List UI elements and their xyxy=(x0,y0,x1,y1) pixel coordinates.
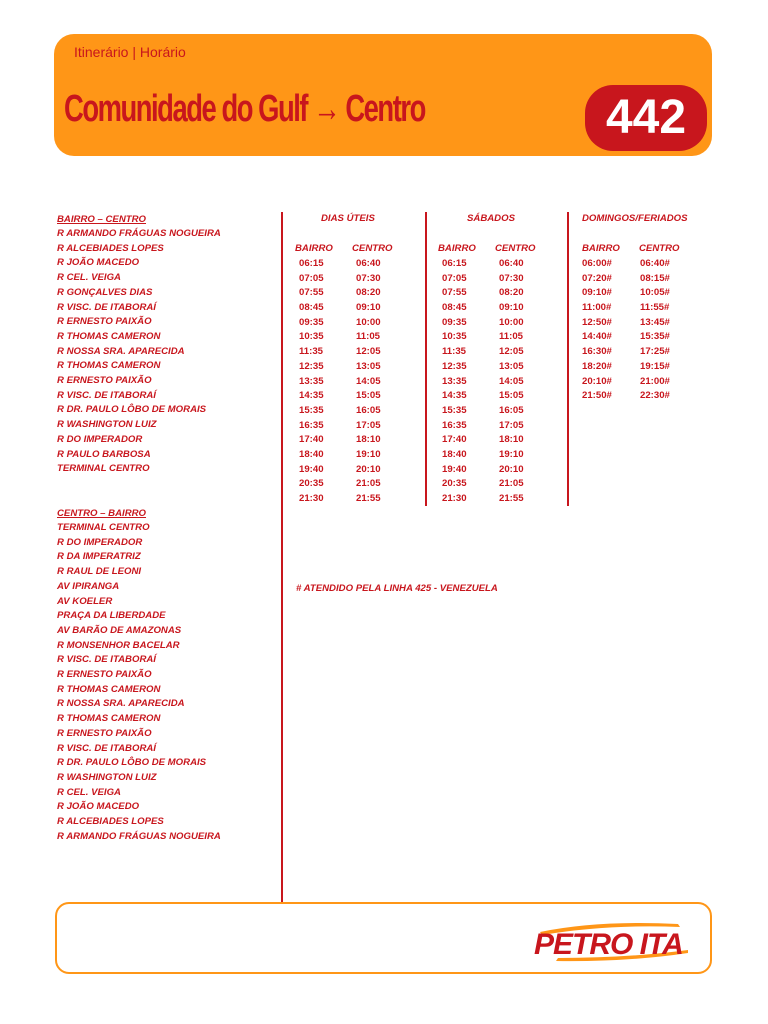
departure-time: 12:05 xyxy=(356,346,381,358)
route-back-heading: CENTRO – BAIRRO xyxy=(57,508,147,519)
route-out-heading: BAIRRO – CENTRO xyxy=(57,214,147,225)
footer-box xyxy=(55,902,712,974)
departure-time: 06:00# xyxy=(582,258,612,269)
departure-time: 20:10# xyxy=(582,375,612,387)
sunday-bairro-header: BAIRRO xyxy=(582,243,620,254)
departure-time: 14:35 xyxy=(442,390,467,402)
street-item: AV IPIRANGA xyxy=(57,580,120,592)
weekdays-title: DIAS ÚTEIS xyxy=(321,213,375,224)
departure-time: 18:40 xyxy=(299,448,324,460)
divider-weekday-saturday xyxy=(425,212,427,506)
departure-time: 19:40 xyxy=(442,463,467,475)
weekday-bairro-times xyxy=(299,257,324,507)
departure-time: 14:05 xyxy=(356,375,381,387)
route-back-list xyxy=(57,521,221,844)
departure-time: 06:40# xyxy=(640,258,670,269)
logo-text: PETRO ITA xyxy=(534,928,683,961)
sunday-centro-header: CENTRO xyxy=(639,243,680,254)
street-item: R ARMANDO FRÁGUAS NOGUEIRA xyxy=(57,228,221,239)
departure-time: 08:45 xyxy=(299,302,324,314)
schedule-note: # ATENDIDO PELA LINHA 425 - VENEZUELA xyxy=(296,583,498,594)
weekday-centro-times xyxy=(356,257,381,507)
departure-time: 14:05 xyxy=(499,375,524,387)
departure-time: 21:05 xyxy=(356,478,381,490)
departure-time: 14:35 xyxy=(299,390,324,402)
street-item: R JOÃO MACEDO xyxy=(57,257,140,269)
departure-time: 21:00# xyxy=(640,375,670,387)
departure-time: 11:00# xyxy=(582,302,612,314)
departure-time: 19:10 xyxy=(356,448,381,460)
weekday-centro-header: CENTRO xyxy=(352,243,393,254)
street-item: R WASHINGTON LUIZ xyxy=(57,771,157,783)
departure-time: 07:05 xyxy=(299,272,324,284)
departure-time: 09:35 xyxy=(299,316,324,328)
departure-time: 13:45# xyxy=(640,316,670,328)
departure-time: 16:35 xyxy=(442,419,467,431)
departure-time: 21:30 xyxy=(299,493,324,504)
street-item: R ALCEBIADES LOPES xyxy=(57,816,164,828)
sunday-bairro-times xyxy=(582,257,612,404)
departure-time: 10:05# xyxy=(640,287,670,299)
street-item: R THOMAS CAMERON xyxy=(57,713,161,725)
route-out-list xyxy=(57,227,221,477)
departure-time: 07:55 xyxy=(442,287,467,299)
departure-time: 08:45 xyxy=(442,302,467,314)
departure-time: 11:35 xyxy=(299,346,324,358)
subtitle: Itinerário | Horário xyxy=(74,44,186,60)
departure-time: 13:05 xyxy=(356,360,381,372)
street-item: R DO IMPERADOR xyxy=(57,536,143,548)
departure-time: 18:10 xyxy=(499,434,524,446)
departure-time: 20:35 xyxy=(442,478,467,490)
street-item: R JOÃO MACEDO xyxy=(57,801,140,813)
sunday-centro-times xyxy=(640,257,670,404)
street-item: R CEL. VEIGA xyxy=(57,786,121,798)
departure-time: 07:55 xyxy=(299,287,324,299)
street-item: R ALCEBIADES LOPES xyxy=(57,242,164,254)
street-item: R DA IMPERATRIZ xyxy=(57,551,141,563)
departure-time: 08:20 xyxy=(499,287,524,299)
street-item: AV BARÃO DE AMAZONAS xyxy=(57,624,182,636)
saturday-bairro-header: BAIRRO xyxy=(438,243,476,254)
route-title: Comunidade do Gulf → Centro xyxy=(64,88,425,130)
departure-time: 20:10 xyxy=(499,463,524,475)
street-item: R DR. PAULO LÔBO DE MORAIS xyxy=(57,404,207,416)
street-item: R NOSSA SRA. APARECIDA xyxy=(57,345,185,357)
saturday-title: SÁBADOS xyxy=(467,213,515,224)
departure-time: 18:20# xyxy=(582,360,612,372)
departure-time: 21:55 xyxy=(499,493,524,504)
street-item: R RAUL DE LEONI xyxy=(57,566,142,578)
street-item: R GONÇALVES DIAS xyxy=(57,286,153,298)
departure-time: 20:35 xyxy=(299,478,324,490)
departure-time: 08:20 xyxy=(356,287,381,299)
street-item: R MONSENHOR BACELAR xyxy=(57,639,180,651)
departure-time: 15:35 xyxy=(299,404,324,416)
departure-time: 10:00 xyxy=(356,316,381,328)
departure-time: 15:05 xyxy=(499,390,524,402)
departure-time: 11:05 xyxy=(499,331,524,343)
departure-time: 07:20# xyxy=(582,272,612,284)
sunday-title: DOMINGOS/FERIADOS xyxy=(582,213,688,224)
departure-time: 21:30 xyxy=(442,493,467,504)
departure-time: 15:35 xyxy=(442,404,467,416)
street-item: TERMINAL CENTRO xyxy=(57,522,150,533)
departure-time: 15:35# xyxy=(640,331,670,343)
departure-time: 17:40 xyxy=(299,434,324,446)
saturday-bairro-times xyxy=(442,257,467,507)
street-item: R DO IMPERADOR xyxy=(57,433,143,445)
departure-time: 15:05 xyxy=(356,390,381,402)
departure-time: 17:40 xyxy=(442,434,467,446)
street-item: TERMINAL CENTRO xyxy=(57,463,150,475)
departure-time: 09:10# xyxy=(582,287,612,299)
street-item: R VISC. DE ITABORAÍ xyxy=(57,389,156,401)
departure-time: 06:15 xyxy=(442,258,467,269)
departure-time: 11:35 xyxy=(442,346,467,358)
header-banner xyxy=(54,34,712,156)
departure-time: 11:05 xyxy=(356,331,381,343)
departure-time: 12:50# xyxy=(582,316,612,328)
line-number-badge: 442 xyxy=(585,85,707,151)
street-item: R PAULO BARBOSA xyxy=(57,448,151,460)
departure-time: 17:25# xyxy=(640,346,670,358)
departure-time: 12:35 xyxy=(442,360,467,372)
departure-time: 19:15# xyxy=(640,360,670,372)
departure-time: 12:05 xyxy=(499,346,524,358)
departure-time: 19:40 xyxy=(299,463,324,475)
departure-time: 12:35 xyxy=(299,360,324,372)
street-item: R ERNESTO PAIXÃO xyxy=(57,669,152,681)
street-item: R VISC. DE ITABORAÍ xyxy=(57,654,156,666)
departure-time: 14:40# xyxy=(582,331,612,343)
street-item: R THOMAS CAMERON xyxy=(57,360,161,372)
street-item: R ERNESTO PAIXÃO xyxy=(57,727,152,739)
departure-time: 10:35 xyxy=(299,331,324,343)
departure-time: 06:40 xyxy=(499,258,524,269)
departure-time: 10:00 xyxy=(499,316,524,328)
street-item: R ERNESTO PAIXÃO xyxy=(57,375,152,387)
departure-time: 22:30# xyxy=(640,390,670,402)
street-item: R ARMANDO FRÁGUAS NOGUEIRA xyxy=(57,830,221,842)
divider-saturday-sunday xyxy=(567,212,569,506)
departure-time: 16:35 xyxy=(299,419,324,431)
departure-time: 06:15 xyxy=(299,258,324,269)
street-item: R VISC. DE ITABORAÍ xyxy=(57,301,156,313)
departure-time: 21:05 xyxy=(499,478,524,490)
street-item: R THOMAS CAMERON xyxy=(57,330,161,342)
street-item: PRAÇA DA LIBERDADE xyxy=(57,610,166,622)
street-item: R ERNESTO PAIXÃO xyxy=(57,316,152,328)
departure-time: 20:10 xyxy=(356,463,381,475)
petro-ita-logo xyxy=(528,918,698,962)
departure-time: 06:40 xyxy=(356,258,381,269)
departure-time: 18:40 xyxy=(442,448,467,460)
departure-time: 13:05 xyxy=(499,360,524,372)
departure-time: 10:35 xyxy=(442,331,467,343)
departure-time: 17:05 xyxy=(499,419,524,431)
departure-time: 07:30 xyxy=(356,272,381,284)
departure-time: 08:15# xyxy=(640,272,670,284)
departure-time: 16:05 xyxy=(499,404,524,416)
saturday-centro-times xyxy=(499,257,524,507)
departure-time: 21:55 xyxy=(356,493,381,504)
departure-time: 16:05 xyxy=(356,404,381,416)
departure-time: 16:30# xyxy=(582,346,612,358)
street-item: R THOMAS CAMERON xyxy=(57,683,161,695)
departure-time: 13:35 xyxy=(299,375,324,387)
weekday-bairro-header: BAIRRO xyxy=(295,243,333,254)
departure-time: 21:50# xyxy=(582,390,612,402)
street-item: R VISC. DE ITABORAÍ xyxy=(57,742,156,754)
departure-time: 09:35 xyxy=(442,316,467,328)
departure-time: 11:55# xyxy=(640,302,670,314)
departure-time: 17:05 xyxy=(356,419,381,431)
street-item: R NOSSA SRA. APARECIDA xyxy=(57,698,185,710)
departure-time: 19:10 xyxy=(499,448,524,460)
departure-time: 13:35 xyxy=(442,375,467,387)
saturday-centro-header: CENTRO xyxy=(495,243,536,254)
street-item: R WASHINGTON LUIZ xyxy=(57,419,157,431)
street-item: R DR. PAULO LÔBO DE MORAIS xyxy=(57,757,207,769)
departure-time: 07:30 xyxy=(499,272,524,284)
departure-time: 07:05 xyxy=(442,272,467,284)
departure-time: 09:10 xyxy=(499,302,524,314)
street-item: R CEL. VEIGA xyxy=(57,272,121,284)
departure-time: 09:10 xyxy=(356,302,381,314)
street-item: AV KOELER xyxy=(57,595,113,607)
departure-time: 18:10 xyxy=(356,434,381,446)
divider-main xyxy=(281,212,283,902)
